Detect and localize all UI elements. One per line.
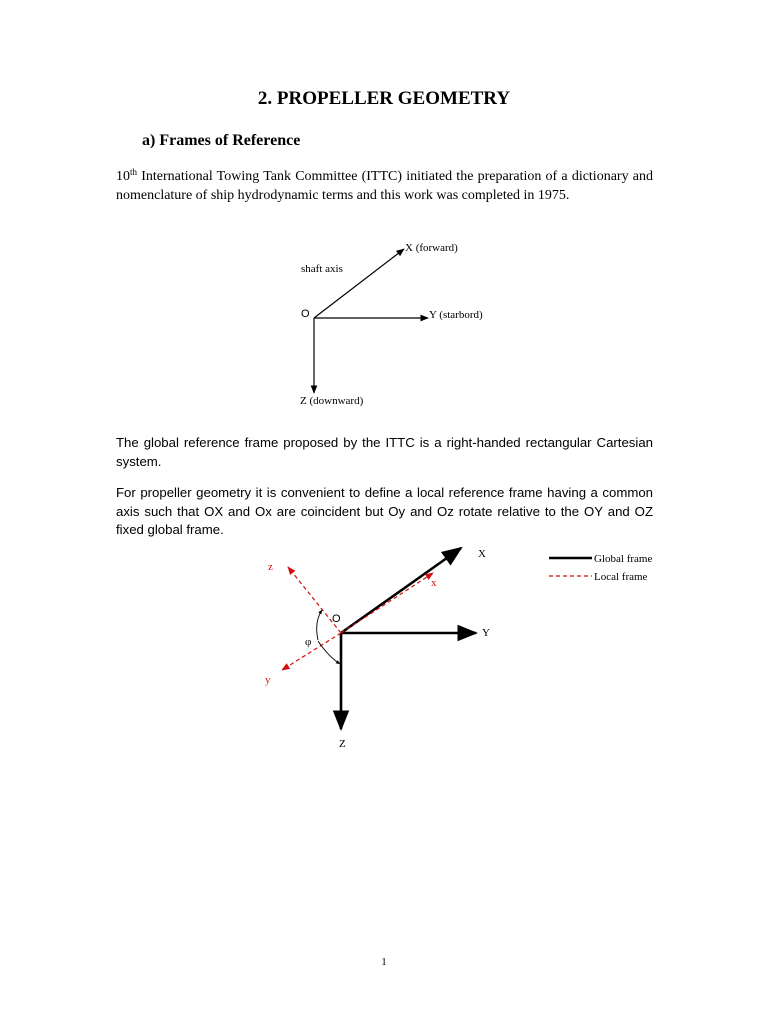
origin-label: O (332, 613, 341, 625)
local-x-axis (341, 573, 433, 633)
legend-global-label: Global frame (594, 553, 653, 565)
shaft-axis-label: shaft axis (301, 263, 343, 275)
origin-label: O (301, 308, 310, 320)
phi-angle-label: φ (305, 636, 312, 648)
local-y-label: y (265, 674, 271, 686)
x-forward-arrow (314, 249, 404, 318)
paragraph-text: International Towing Tank Committee (ITTC) initiated the preparation of a dictionary and nomenclature of ship hydrodynamic terms and this work was completed in 1975. (116, 169, 653, 203)
phi-angle-arc-upper (317, 610, 322, 640)
ordinal-suffix: th (130, 167, 138, 177)
x-forward-label: X (forward) (405, 242, 458, 254)
figure-local-frame (265, 548, 652, 750)
ordinal-number: 10 (116, 169, 130, 184)
local-x-label: x (431, 577, 437, 589)
paragraph-local-frame: For propeller geometry it is convenient to define a local reference frame having a common axis such that OX and Ox are coincident but Oy and Oz rotate relative to the OY and OZ fixed global frame. (116, 485, 653, 537)
legend-local-label: Local frame (594, 571, 648, 583)
section-heading: a) Frames of Reference (142, 132, 301, 149)
local-z-label: z (268, 561, 273, 573)
figure-global-axes (300, 242, 483, 407)
paragraph-global-frame: The global reference frame proposed by the ITTC is a right-handed rectangular Cartesian system. (116, 435, 653, 469)
phi-angle-arc-lower (318, 641, 340, 664)
z-downward-label: Z (downward) (300, 395, 364, 407)
global-x-label: X (478, 548, 486, 560)
global-y-label: Y (482, 627, 490, 639)
global-z-label: Z (339, 738, 346, 750)
global-x-axis (341, 548, 461, 633)
y-starbord-label: Y (starbord) (429, 309, 483, 321)
page-number: 1 (381, 956, 387, 968)
page-title: 2. PROPELLER GEOMETRY (257, 88, 511, 109)
local-y-axis (282, 633, 341, 670)
legend (549, 553, 652, 583)
